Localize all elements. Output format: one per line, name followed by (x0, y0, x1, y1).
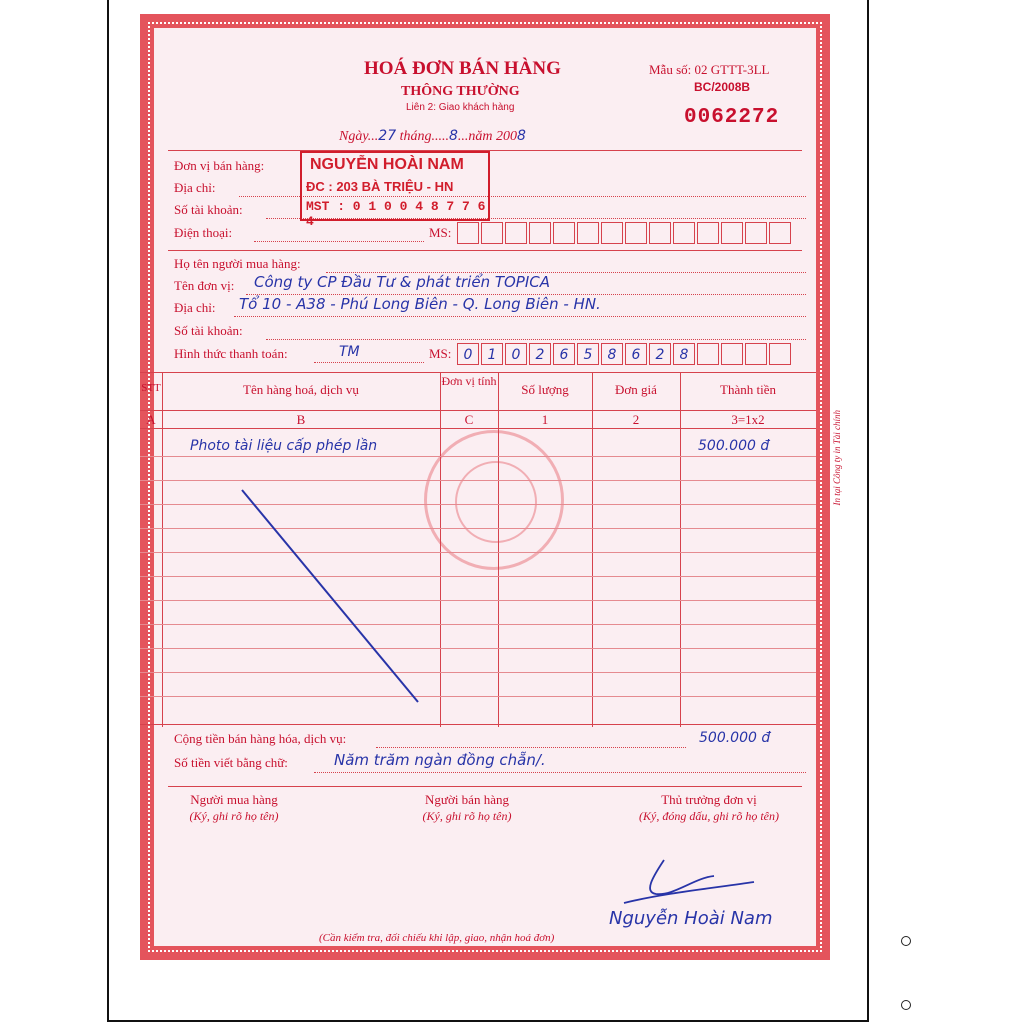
col-qty: Số lượng (521, 382, 569, 397)
seller-tax-boxes (457, 222, 793, 244)
divider (168, 786, 802, 787)
buyer-ms-label: MS: (429, 346, 452, 361)
buyer-address-line (234, 316, 806, 317)
strike-line (140, 372, 816, 727)
col-amount: Thành tiền (720, 382, 776, 397)
tax-digit: 6 (553, 343, 575, 365)
buyer-name-label: Họ tên người mua hàng: (174, 256, 301, 271)
copy-label: Liên 2: Giao khách hàng (406, 102, 515, 113)
item-name: Photo tài liệu cấp phép lần (190, 438, 378, 454)
seller-signature-note: (Ký, ghi rõ họ tên) (422, 809, 512, 823)
seller-signature-block (402, 792, 532, 824)
date-day: 27 (378, 128, 397, 144)
tax-digit: 0 (457, 343, 479, 365)
invoice-form (140, 14, 830, 960)
radio-option-2[interactable] (901, 1000, 911, 1010)
buyer-signature-note: (Ký, ghi rõ họ tên) (189, 809, 279, 823)
words-value: Năm trăm ngàn đồng chẵn/. (334, 751, 546, 769)
words-label: Số tiền viết bằng chữ: (174, 755, 288, 770)
form-number: Mẫu số: 02 GTTT-3LL (649, 62, 770, 77)
seller-address-label: Địa chỉ: (174, 180, 216, 195)
item-amount: 500.000 đ (698, 438, 770, 454)
stamp-address: ĐC : 203 BÀ TRIỆU - HN (306, 179, 454, 194)
stamp-tax-code: MST : 0 1 0 0 4 8 7 7 6 4 (306, 199, 486, 229)
seller-ms-label: MS: (429, 225, 452, 240)
code-unit: C (464, 412, 474, 427)
total-value: 500.000 đ (699, 730, 771, 746)
payment-label: Hình thức thanh toán: (174, 346, 288, 361)
year-label: năm 200 (468, 129, 518, 144)
footer-note: (Cần kiểm tra, đối chiếu khi lập, giao, nhận hoá đơn) (319, 932, 555, 944)
date-month: 8 (449, 128, 458, 144)
printer-side-text: In tại Công ty in Tài chính (832, 410, 842, 506)
code-price: 2 (632, 412, 640, 427)
seller-stamp (300, 151, 490, 229)
seller-phone-line (254, 241, 424, 242)
buyer-signature-block (174, 792, 294, 824)
divider (168, 250, 802, 251)
buyer-account-line (266, 339, 806, 340)
col-unit: Đơn vị tính (441, 374, 497, 388)
code-amount: 3=1x2 (731, 412, 765, 427)
head-signature-block (609, 792, 809, 824)
form-symbol: BC/2008B (694, 80, 751, 94)
tax-digit: 2 (529, 343, 551, 365)
buyer-address-value: Tổ 10 - A38 - Phú Long Biên - Q. Long Biên - HN. (239, 295, 601, 313)
tax-digit: 6 (625, 343, 647, 365)
seller-account-label: Số tài khoản: (174, 202, 243, 217)
buyer-unit-label: Tên đơn vị: (174, 278, 235, 293)
col-name: Tên hàng hoá, dịch vụ (243, 382, 359, 397)
code-name: B (296, 412, 306, 427)
seller-signature-title: Người bán hàng (425, 792, 509, 807)
payment-line (314, 362, 424, 363)
date-prefix: Ngày (339, 129, 368, 144)
payment-value: TM (339, 344, 360, 360)
total-label: Cộng tiền bán hàng hóa, dịch vụ: (174, 731, 347, 746)
stamp-name: NGUYỄN HOÀI NAM (310, 156, 464, 173)
invoice-subtitle: THÔNG THƯỜNG (401, 84, 520, 99)
invoice-title: HOÁ ĐƠN BÁN HÀNG (364, 58, 561, 79)
total-line (376, 747, 686, 748)
tax-digit: 8 (673, 343, 695, 365)
handwritten-signature (604, 848, 764, 908)
tax-digit: 5 (577, 343, 599, 365)
radio-option-1[interactable] (901, 936, 911, 946)
tax-digit: 1 (481, 343, 503, 365)
invoice-date: Ngày...27 tháng.....8...năm 2008 (339, 128, 526, 144)
head-signature-title: Thủ trưởng đơn vị (661, 792, 757, 807)
col-price: Đơn giá (615, 382, 657, 397)
serial-number: 0062272 (684, 106, 780, 129)
seller-phone-label: Điện thoại: (174, 225, 233, 240)
buyer-address-label: Địa chỉ: (174, 300, 216, 315)
items-table (140, 372, 816, 727)
tax-digit: 0 (505, 343, 527, 365)
buyer-tax-boxes (457, 343, 793, 365)
words-line (314, 772, 806, 773)
col-stt: STT (141, 382, 161, 394)
seller-unit-label: Đơn vị bán hàng: (174, 158, 265, 173)
date-year: 8 (517, 128, 526, 144)
code-qty: 1 (541, 412, 549, 427)
month-label: tháng (399, 129, 432, 144)
code-stt: A (146, 412, 156, 427)
buyer-unit-value: Công ty CP Đầu Tư & phát triển TOPICA (254, 273, 551, 291)
tax-digit: 2 (649, 343, 671, 365)
signer-name: Nguyễn Hoài Nam (609, 908, 773, 929)
buyer-account-label: Số tài khoản: (174, 323, 243, 338)
tax-digit: 8 (601, 343, 623, 365)
head-signature-note: (Ký, đóng dấu, ghi rõ họ tên) (639, 809, 779, 823)
buyer-signature-title: Người mua hàng (190, 792, 278, 807)
